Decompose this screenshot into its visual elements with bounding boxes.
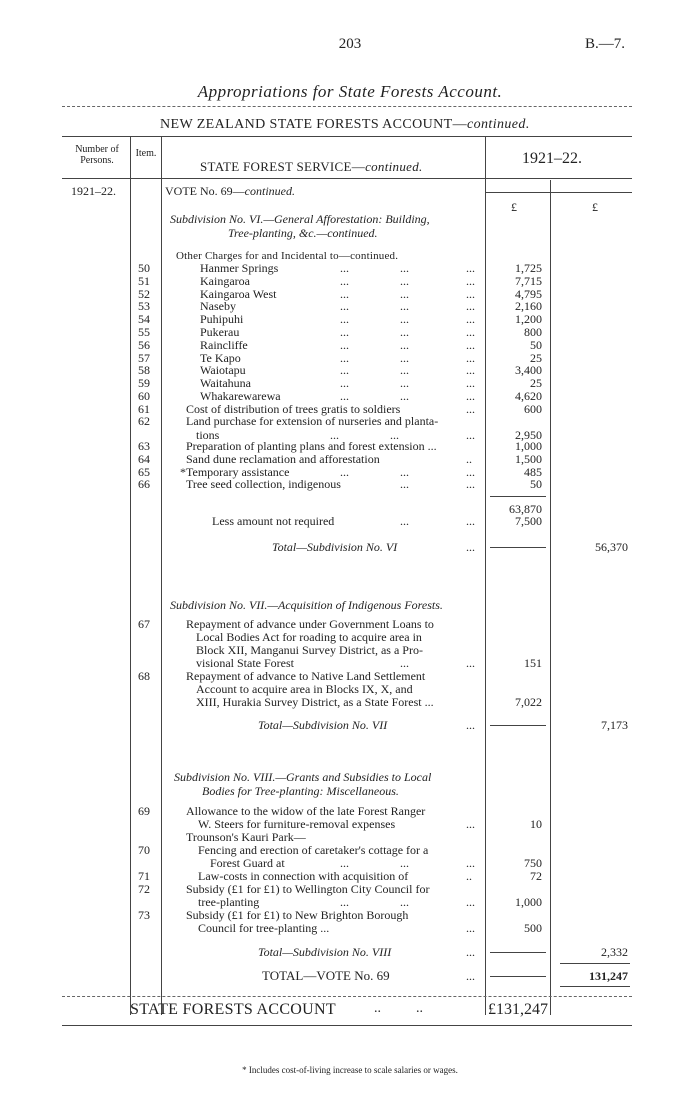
item-description: Hanmer Springs <box>200 261 279 275</box>
column-header-service <box>200 159 423 175</box>
item-amount: 7,022 <box>515 695 542 709</box>
leader-dots: ... <box>400 895 409 909</box>
item-description: Preparation of planting plans and forest extension ... <box>186 439 437 453</box>
item-amount: 72 <box>530 869 542 883</box>
column-rule-amount2 <box>550 180 551 1015</box>
item-description: Kaingaroa <box>200 274 250 288</box>
leader-dots: ... <box>400 856 409 870</box>
service-continued-text: continued. <box>365 159 423 174</box>
leader-dots: ... <box>400 325 409 339</box>
item-description: Pukerau <box>200 325 240 339</box>
item-number: 52 <box>138 287 150 301</box>
item-number: 54 <box>138 312 150 326</box>
item-number: 61 <box>138 402 150 416</box>
leader-dots: ... <box>466 718 475 732</box>
leader-dots: ... <box>400 363 409 377</box>
item-amount: 500 <box>524 921 542 935</box>
column-rule-persons <box>130 137 131 1015</box>
item-amount: 25 <box>530 376 542 390</box>
subdivision-6-total-label: Total—Subdivision No. VI <box>272 540 398 554</box>
trounson-heading: Trounson's Kauri Park— <box>186 830 306 844</box>
total-rule <box>490 725 546 726</box>
leader-dots: ... <box>340 389 349 403</box>
item-description-cont: W. Steers for furniture-removal expenses <box>198 817 396 831</box>
total-rule <box>490 952 546 953</box>
leader-dots: ... <box>330 428 339 442</box>
item-description-cont: visional State Forest <box>196 656 294 670</box>
leader-dots: ... <box>466 299 475 313</box>
item-number: 57 <box>138 351 150 365</box>
leader-dots: ... <box>340 338 349 352</box>
leader-dots: ... <box>466 338 475 352</box>
leader-dots: ... <box>466 465 475 479</box>
item-amount: 10 <box>530 817 542 831</box>
item-amount: 1,000 <box>515 895 542 909</box>
leader-dots: ... <box>466 325 475 339</box>
item-description-cont: Local Bodies Act for roading to acquire area in <box>196 630 422 644</box>
leader-dots: ... <box>466 363 475 377</box>
item-description: Puhipuhi <box>200 312 244 326</box>
leader-dots: .. .. <box>374 1001 423 1016</box>
table-top-rule <box>62 136 632 137</box>
leader-dots: ... <box>340 856 349 870</box>
total-rule <box>490 976 546 977</box>
table-bottom-rule <box>62 1025 632 1026</box>
leader-dots: ... <box>400 274 409 288</box>
leader-dots: ... <box>340 376 349 390</box>
leader-dots: ... <box>340 299 349 313</box>
item-description: Subsidy (£1 for £1) to New Brighton Borough <box>186 908 409 922</box>
item-amount: 1,500 <box>515 452 542 466</box>
item-number: 68 <box>138 669 150 683</box>
leader-dots: ... <box>400 312 409 326</box>
item-amount: 600 <box>524 402 542 416</box>
vote-heading <box>165 184 295 198</box>
item-description-cont: Block XII, Manganui Survey District, as a Pro- <box>196 643 423 657</box>
leader-dots: .. <box>466 869 472 883</box>
leader-dots: ... <box>390 428 399 442</box>
item-number: 67 <box>138 617 150 631</box>
leader-dots: ... <box>466 540 475 554</box>
header-bottom-rule <box>62 178 632 179</box>
item-number: 73 <box>138 908 150 922</box>
subdivision-7-total-label: Total—Subdivision No. VII <box>258 718 388 732</box>
item-number: 72 <box>138 882 150 896</box>
column-header-persons: Number of Persons. <box>75 144 119 166</box>
divider <box>62 106 632 107</box>
subdivision-7-heading: Subdivision No. VII.—Acquisition of Indigenous Forests. <box>170 598 443 612</box>
item-number: 64 <box>138 452 150 466</box>
item-number: 59 <box>138 376 150 390</box>
account-total: £131,247 <box>488 1001 548 1018</box>
subtitle-main: NEW ZEALAND STATE FORESTS ACCOUNT— <box>160 117 468 132</box>
item-description: Naseby <box>200 299 236 313</box>
leader-dots: ... <box>340 287 349 301</box>
leader-dots: ... <box>400 389 409 403</box>
leader-dots: ... <box>466 376 475 390</box>
item-number: 53 <box>138 299 150 313</box>
item-description: Repayment of advance under Government Loans to <box>186 617 434 631</box>
account-subtitle <box>160 117 530 133</box>
column-header-year: 1921–22. <box>522 150 582 167</box>
vote-total: 131,247 <box>589 969 628 983</box>
leader-dots: ... <box>466 969 475 983</box>
item-description-cont: tions <box>196 428 220 442</box>
item-amount: 4,795 <box>515 287 542 301</box>
leader-dots: ... <box>400 299 409 313</box>
item-number: 51 <box>138 274 150 288</box>
leader-dots: ... <box>400 376 409 390</box>
leader-dots: ... <box>466 274 475 288</box>
item-description: Waitahuna <box>200 376 252 390</box>
item-amount: 50 <box>530 338 542 352</box>
leader-dots: ... <box>340 351 349 365</box>
item-amount: 1,725 <box>515 261 542 275</box>
item-description: Raincliffe <box>200 338 248 352</box>
leader-dots: ... <box>466 312 475 326</box>
item-description-cont: Account to acquire area in Blocks IX, X, and <box>196 682 413 696</box>
leader-dots: ... <box>340 312 349 326</box>
subdivision-8-total: 2,332 <box>601 945 628 959</box>
less-label: Less amount not required <box>212 514 335 528</box>
leader-dots: ... <box>466 477 475 491</box>
leader-dots: ... <box>466 261 475 275</box>
item-amount: 151 <box>524 656 542 670</box>
item-number: 65 <box>138 465 150 479</box>
item-description: Law-costs in connection with acquisition of <box>198 869 409 883</box>
leader-dots: ... <box>400 287 409 301</box>
leader-dots: .. <box>466 452 472 466</box>
item-number: 71 <box>138 869 150 883</box>
item-description: Subsidy (£1 for £1) to Wellington City Council for <box>186 882 430 896</box>
total-rule <box>490 547 546 548</box>
persons-year: 1921–22. <box>71 184 116 198</box>
item-description-cont: Council for tree-planting ... <box>198 921 330 935</box>
item-number: 63 <box>138 439 150 453</box>
leader-dots: ... <box>466 945 475 959</box>
vote-total-label: TOTAL—VOTE No. 69 <box>262 968 390 983</box>
item-amount: 1,000 <box>515 439 542 453</box>
leader-dots: ... <box>466 402 475 416</box>
sum-rule <box>490 496 546 497</box>
leader-dots: ... <box>466 856 475 870</box>
leader-dots: ... <box>340 261 349 275</box>
vote-continued: continued. <box>244 184 295 198</box>
leader-dots: ... <box>400 477 409 491</box>
item-description: Kaingaroa West <box>200 287 277 301</box>
item-amount: 750 <box>524 856 542 870</box>
leader-dots: ... <box>400 514 409 528</box>
item-description: Te Kapo <box>200 351 241 365</box>
page-number: 203 <box>338 36 362 52</box>
subdivision-6-heading: Subdivision No. VI.—General Afforestation: Building, <box>170 212 430 226</box>
item-number: 60 <box>138 389 150 403</box>
item-description: Allowance to the widow of the late Forest Ranger <box>186 804 426 818</box>
leader-dots: ... <box>466 428 475 442</box>
item-description: *Temporary assistance <box>180 465 290 479</box>
leader-dots: ... <box>340 895 349 909</box>
gross-amount: 63,870 <box>509 502 542 516</box>
other-charges-heading: Other Charges for and Incidental to—continued. <box>176 250 399 262</box>
page-title: Appropriations for State Forests Account. <box>197 82 503 101</box>
item-number: 69 <box>138 804 150 818</box>
item-description: Cost of distribution of trees gratis to soldiers <box>186 402 401 416</box>
amount-top-rule <box>486 192 550 193</box>
subdivision-7-total: 7,173 <box>601 718 628 732</box>
leader-dots: ... <box>400 656 409 670</box>
subdivision-6-total: 56,370 <box>595 540 628 554</box>
item-amount: 485 <box>524 465 542 479</box>
pound-sign-2: £ <box>592 200 598 214</box>
item-amount: 25 <box>530 351 542 365</box>
subdivision-6-heading-cont: Tree-planting, &c.—continued. <box>228 226 378 240</box>
less-amount: 7,500 <box>515 514 542 528</box>
item-amount: 50 <box>530 477 542 491</box>
item-description: Sand dune reclamation and afforestation <box>186 452 380 466</box>
leader-dots: ... <box>340 465 349 479</box>
column-header-item: Item. <box>135 148 157 159</box>
account-total-label: STATE FORESTS ACCOUNT <box>130 1001 336 1018</box>
leader-dots: ... <box>466 921 475 935</box>
item-description: Fencing and erection of caretaker's cottage for a <box>198 843 429 857</box>
item-number: 50 <box>138 261 150 275</box>
divider <box>62 996 632 997</box>
subdivision-8-heading: Subdivision No. VIII.—Grants and Subsidies to Local <box>174 770 432 784</box>
leader-dots: ... <box>466 389 475 403</box>
item-number: 70 <box>138 843 150 857</box>
column-rule-item <box>161 137 162 1015</box>
amount-top-rule-2 <box>550 192 632 193</box>
item-number: 58 <box>138 363 150 377</box>
item-amount: 2,160 <box>515 299 542 313</box>
service-label: STATE FOREST SERVICE— <box>200 159 366 174</box>
item-number: 55 <box>138 325 150 339</box>
item-amount: 800 <box>524 325 542 339</box>
leader-dots: ... <box>340 325 349 339</box>
item-amount: 3,400 <box>515 363 542 377</box>
subtitle-continued: continued. <box>467 117 530 132</box>
item-description: Tree seed collection, indigenous <box>186 477 341 491</box>
vote-label: VOTE No. 69— <box>165 184 245 198</box>
item-description: Whakarewarewa <box>200 389 281 403</box>
subdivision-8-heading-cont: Bodies for Tree-planting: Miscellaneous. <box>202 784 399 798</box>
item-number: 62 <box>138 414 150 428</box>
item-description: Waiotapu <box>200 363 246 377</box>
leader-dots: ... <box>340 363 349 377</box>
leader-dots: ... <box>400 338 409 352</box>
leader-dots: ... <box>400 465 409 479</box>
item-description: Land purchase for extension of nurseries and planta- <box>186 414 439 428</box>
item-description-cont: tree-planting <box>198 895 260 909</box>
item-amount: 4,620 <box>515 389 542 403</box>
item-amount: 2,950 <box>515 428 542 442</box>
total-rule-upper <box>560 963 630 964</box>
leader-dots: ... <box>466 656 475 670</box>
leader-dots: ... <box>466 817 475 831</box>
leader-dots: ... <box>466 351 475 365</box>
leader-dots: ... <box>466 895 475 909</box>
total-rule-lower <box>560 986 630 987</box>
leader-dots: ... <box>466 514 475 528</box>
item-amount: 7,715 <box>515 274 542 288</box>
item-number: 56 <box>138 338 150 352</box>
subdivision-8-total-label: Total—Subdivision No. VIII <box>258 945 392 959</box>
leader-dots: ... <box>400 261 409 275</box>
item-description-cont: XIII, Hurakia Survey District, as a State Forest ... <box>196 695 434 709</box>
footnote: * Includes cost-of-living increase to scale salaries or wages. <box>242 1065 458 1075</box>
leader-dots: ... <box>340 274 349 288</box>
item-amount: 1,200 <box>515 312 542 326</box>
leader-dots: ... <box>400 351 409 365</box>
document-reference: B.—7. <box>585 36 626 52</box>
item-description: Repayment of advance to Native Land Settlement <box>186 669 426 683</box>
item-description-cont: Forest Guard at <box>210 856 285 870</box>
item-number: 66 <box>138 477 150 491</box>
pound-sign-1: £ <box>511 200 517 214</box>
leader-dots: ... <box>466 287 475 301</box>
